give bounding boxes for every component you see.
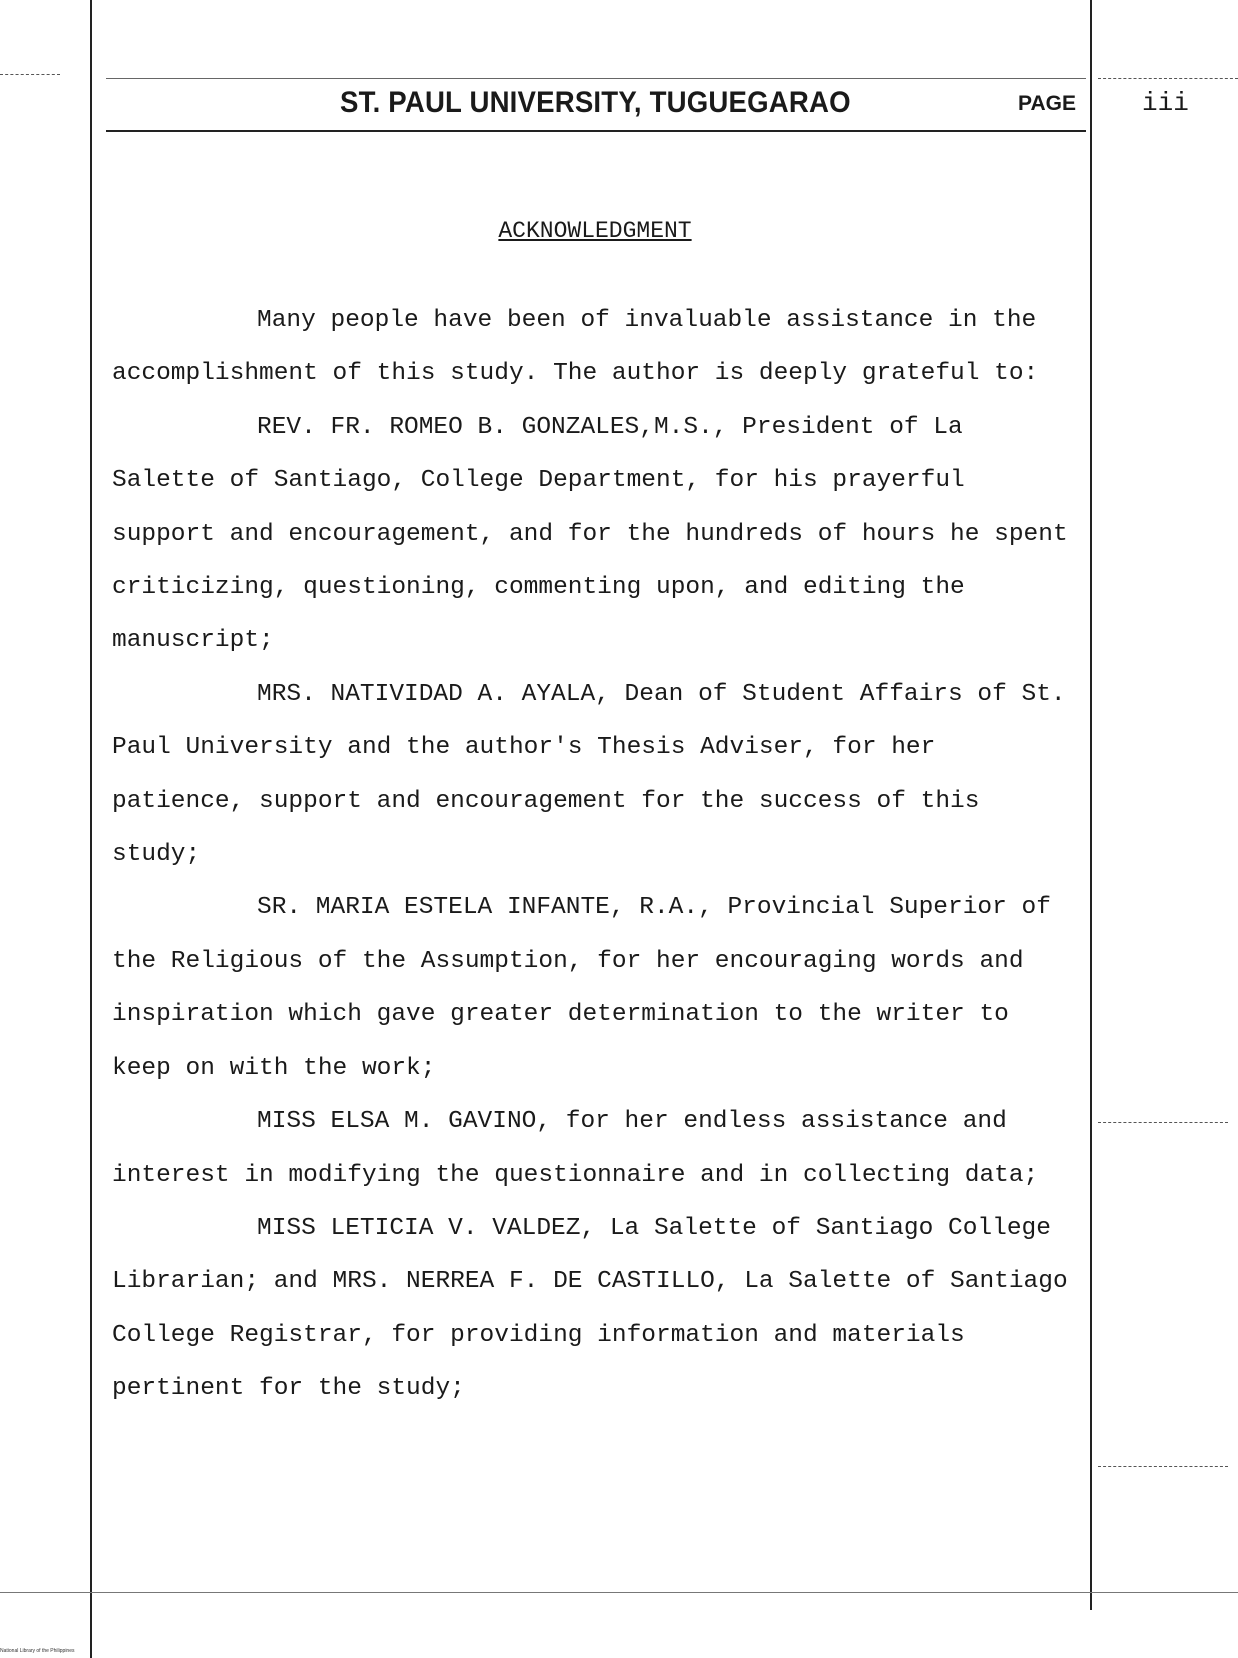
lower-right-dash — [1098, 1466, 1228, 1467]
top-left-dash — [0, 74, 60, 75]
page-label: PAGE — [1018, 92, 1076, 115]
paragraph-gavino: MISS ELSA M. GAVINO, for her endless assistance and interest in modifying the questionnaire and in collecting data; — [112, 1108, 1039, 1189]
paragraph-intro: Many people have been of invaluable assistance in the accomplishment of this study. The author is deeply grateful to: — [112, 307, 1039, 388]
institution-title: ST. PAUL UNIVERSITY, TUGUEGARAO — [340, 86, 851, 119]
paragraph-ayala: MRS. NATIVIDAD A. AYALA, Dean of Student Affairs of St. Paul University and the author's Thesis Adviser, for her patience, support and encouragement for the success of this study; — [112, 680, 1066, 869]
archive-footer: National Library of the Philippines — [0, 1648, 75, 1654]
left-margin-line — [90, 0, 92, 1658]
header-bottom-rule — [106, 130, 1086, 132]
section-heading: ACKNOWLEDGMENT — [498, 218, 692, 244]
paragraph-infante: SR. MARIA ESTELA INFANTE, R.A., Provincial Superior of the Religious of the Assumption, for her encouraging words and inspiration which gave greater determination to the writer to keep on with the work; — [112, 894, 1051, 1082]
bottom-rule — [0, 1592, 1238, 1593]
paragraph-valdez-castillo: MISS LETICIA V. VALDEZ, La Salette of Santiago College Librarian; and MRS. NERREA F. DE CASTILLO, La Salette of Santiago College Registrar, for providing information and materials pertinent for the study; — [112, 1214, 1068, 1403]
mid-right-dash — [1098, 1122, 1228, 1123]
page-number: iii — [1142, 88, 1189, 118]
paragraph-gonzales: REV. FR. ROMEO B. GONZALES,M.S., President of La Salette of Santiago, College Department, for his prayerful support and encouragement, and for the hundreds of hours he spent criticizing, questioning, commenting upon, and editing the manuscript; — [112, 413, 1068, 655]
acknowledgment-body — [112, 294, 1072, 1416]
header-top-rule — [106, 78, 1086, 79]
top-right-dash — [1098, 78, 1238, 79]
